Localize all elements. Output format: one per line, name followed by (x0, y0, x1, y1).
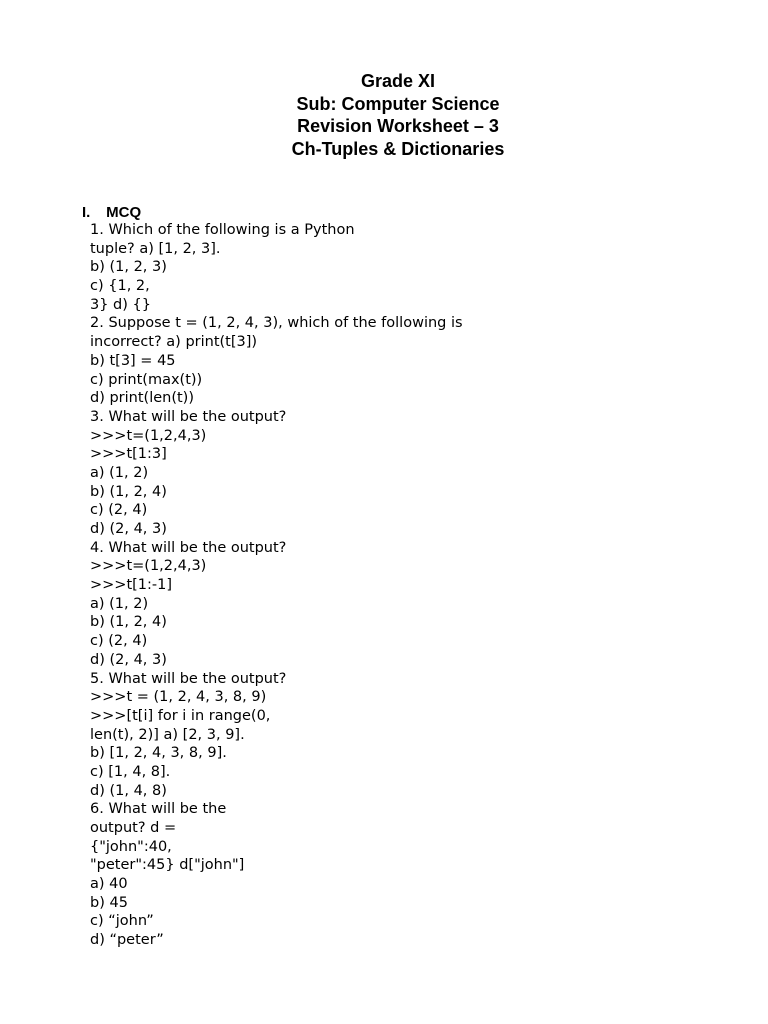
question-line: c) “john” (90, 913, 154, 930)
question-line: {"john":40, (90, 838, 172, 855)
question-line: len(t), 2)] a) [2, 3, 9]. (90, 726, 245, 743)
question-line: d) (2, 4, 3) (90, 651, 167, 668)
subject-title: Sub: Computer Science (296, 93, 500, 114)
question-line: c) {1, 2, (90, 278, 150, 295)
question-line: >>>t=(1,2,4,3) (90, 558, 207, 575)
question-line: b) [1, 2, 4, 3, 8, 9]. (90, 745, 227, 762)
section-heading (82, 204, 141, 222)
grade-title: Grade XI (360, 71, 436, 91)
question-line: 6. What will be the (90, 801, 227, 818)
question-line: tuple? a) [1, 2, 3]. (90, 240, 221, 257)
question-line: 3} d) {} (90, 296, 151, 313)
chapter-title: Ch-Tuples & Dictionaries (291, 138, 505, 159)
question-line: >>>t[1:-1] (90, 577, 173, 594)
worksheet-header (0, 70, 768, 160)
question-line: b) (1, 2, 4) (90, 614, 167, 631)
question-line: d) “peter” (90, 932, 164, 949)
question-line: >>>t[1:3] (90, 446, 167, 463)
question-line: b) (1, 2, 3) (90, 259, 167, 276)
question-line: "peter":45} d["john"] (90, 857, 245, 874)
question-line: >>>[t[i] for i in range(0, (90, 707, 271, 724)
question-line: c) [1, 4, 8]. (90, 763, 171, 780)
section-number: I. (82, 204, 91, 221)
question-line: a) (1, 2) (90, 464, 149, 481)
question-line: a) (1, 2) (90, 595, 149, 612)
question-line: 2. Suppose t = (1, 2, 4, 3), which of the following is (90, 315, 463, 332)
section-title: MCQ (106, 204, 142, 221)
question-line: 1. Which of the following is a Python (90, 222, 355, 238)
question-line: d) print(len(t)) (90, 390, 194, 407)
question-line: d) (2, 4, 3) (90, 521, 167, 537)
question-line: c) (2, 4) (90, 502, 148, 519)
question-line: c) (2, 4) (90, 633, 148, 650)
question-line: c) print(max(t)) (90, 371, 203, 388)
question-line: 4. What will be the output? (90, 539, 287, 556)
question-list (90, 221, 463, 950)
question-line: incorrect? a) print(t[3]) (90, 334, 258, 351)
question-line: d) (1, 4, 8) (90, 782, 167, 799)
question-line: 3. What will be the output? (90, 408, 287, 425)
question-line: b) (1, 2, 4) (90, 483, 167, 500)
question-line: b) t[3] = 45 (90, 352, 176, 369)
question-line: >>>t = (1, 2, 4, 3, 8, 9) (90, 689, 267, 706)
question-line: >>>t=(1,2,4,3) (90, 427, 207, 444)
question-line: a) 40 (90, 876, 128, 893)
worksheet-title: Revision Worksheet – 3 (297, 116, 499, 136)
question-line: 5. What will be the output? (90, 670, 287, 687)
question-line: output? d = (90, 820, 177, 836)
question-line: b) 45 (90, 894, 128, 911)
